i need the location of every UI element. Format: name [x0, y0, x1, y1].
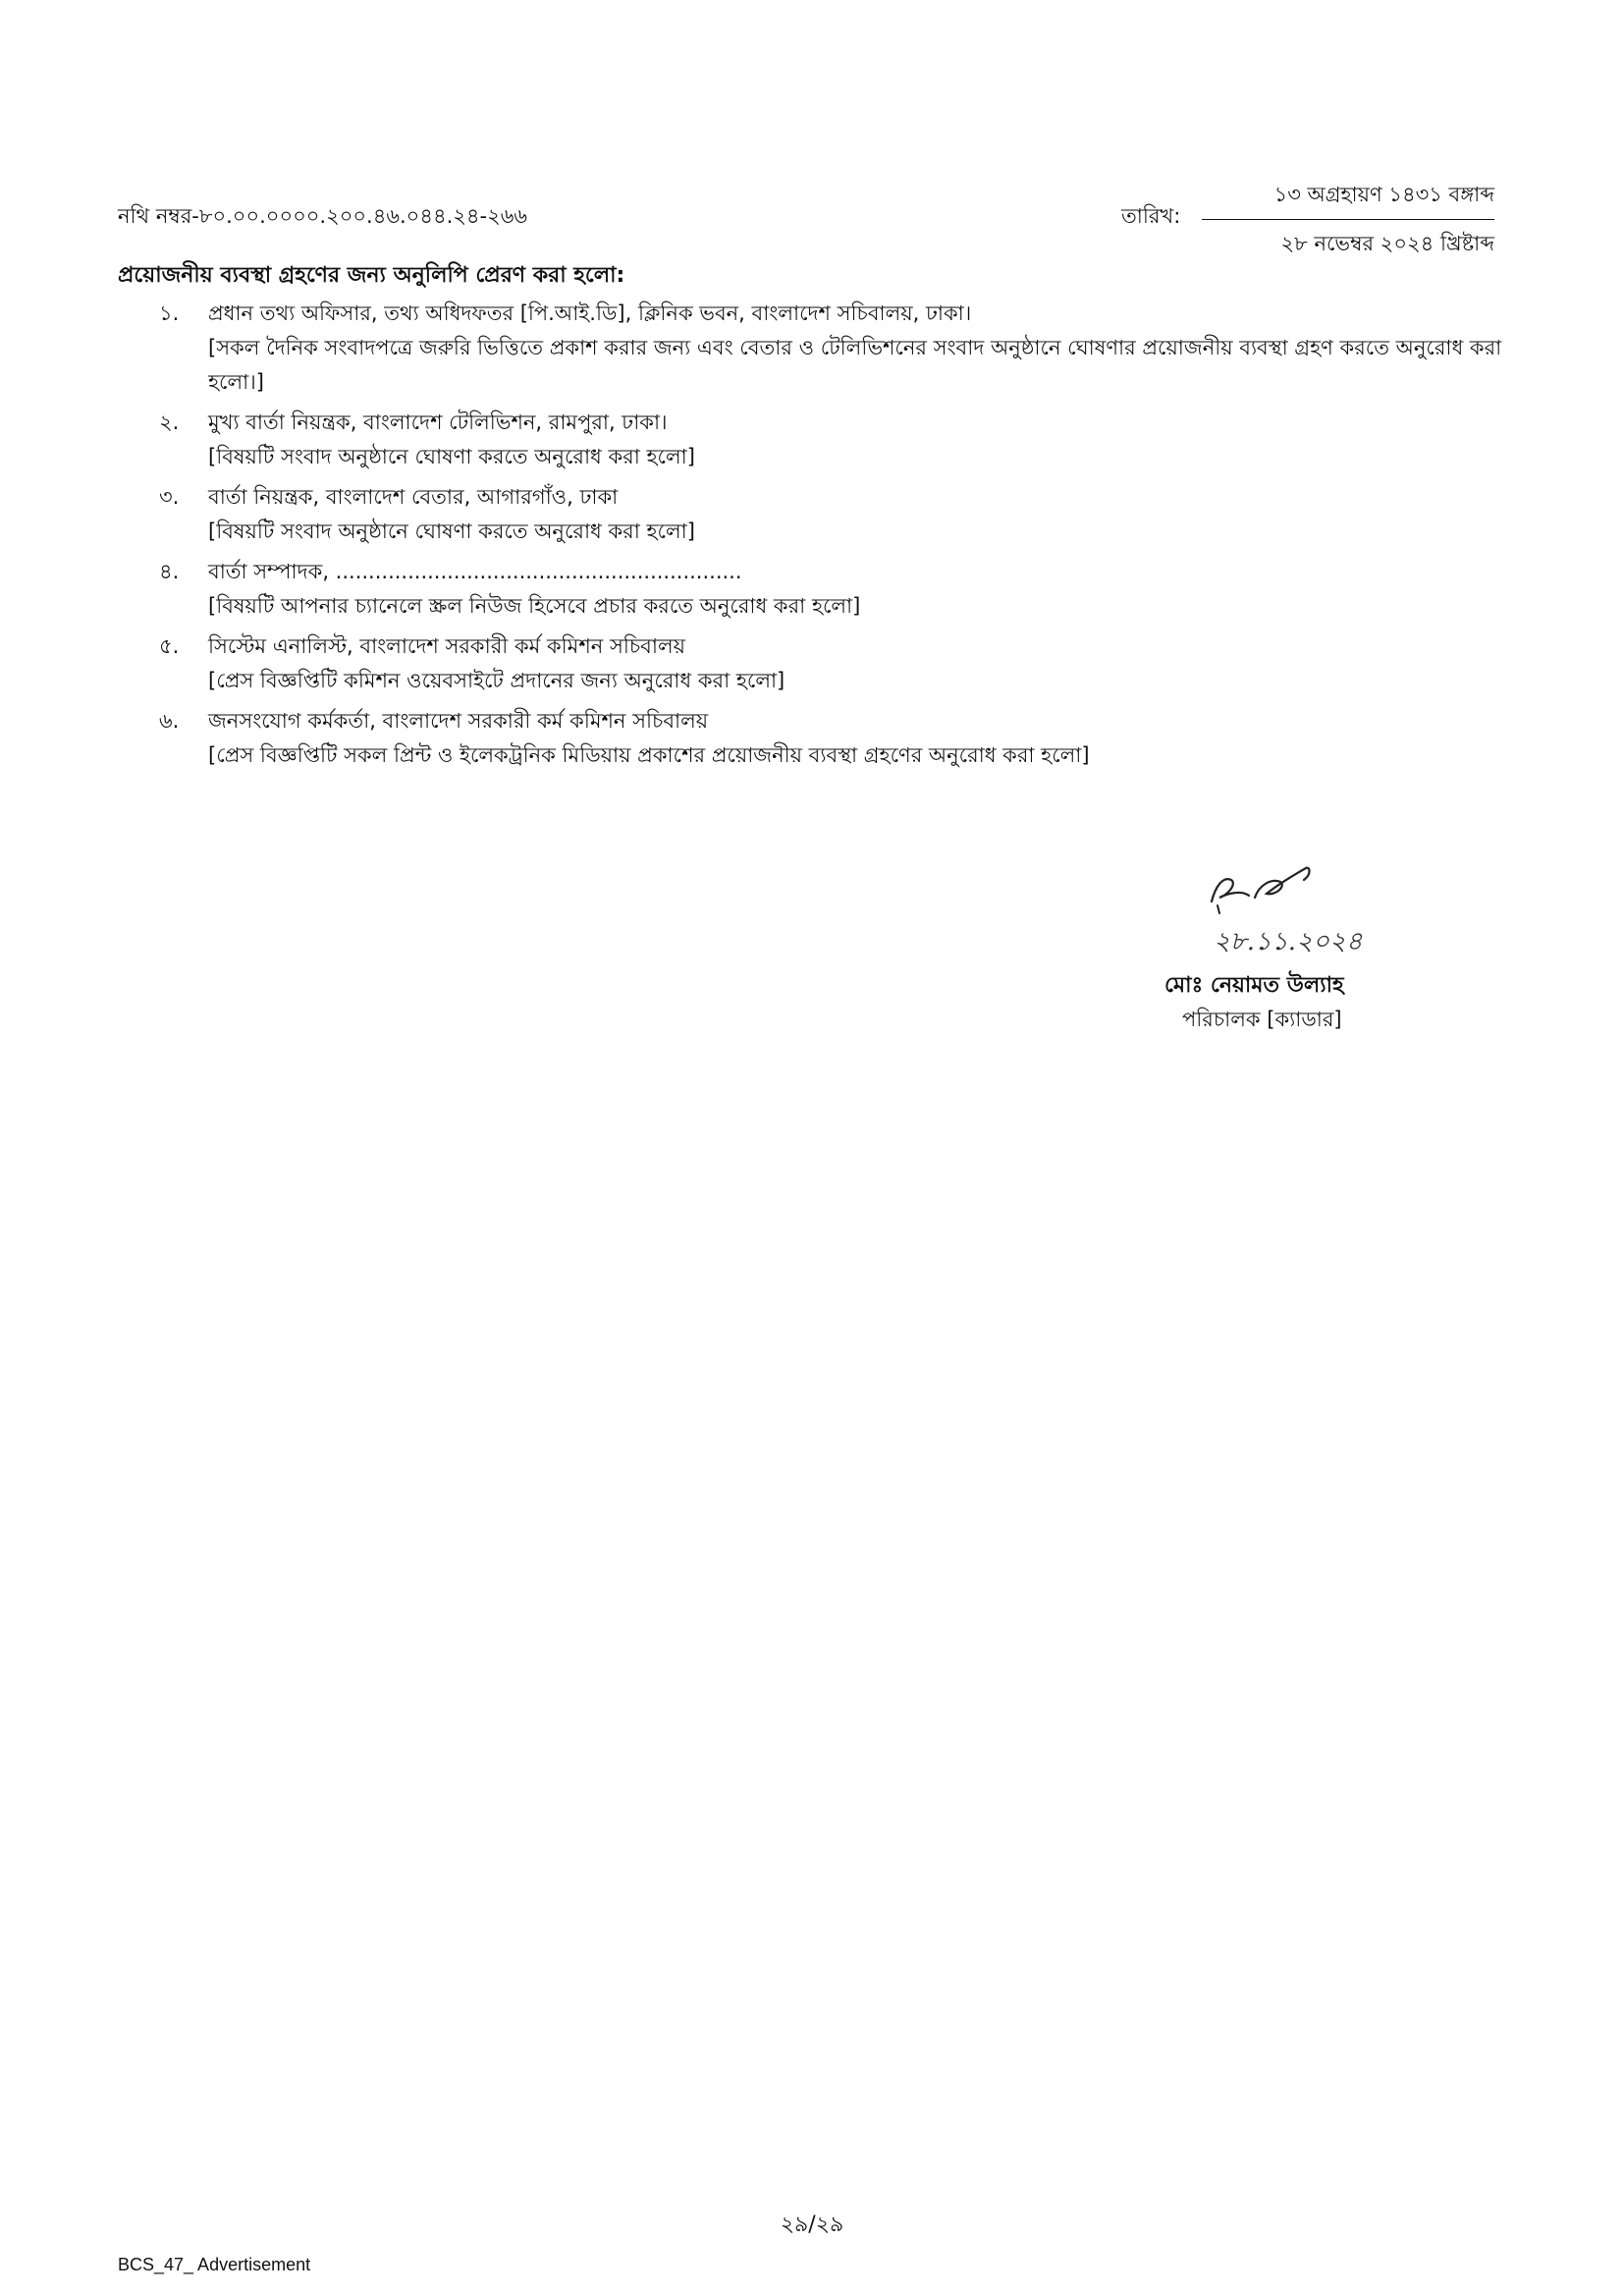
recipient-address: বার্তা সম্পাদক, ..............................................................: [208, 560, 742, 583]
date-bangla: ১৩ অগ্রহায়ণ ১৪৩১ বঙ্গাব্দ: [1202, 179, 1494, 220]
recipient-address: মুখ্য বার্তা নিয়ন্ত্রক, বাংলাদেশ টেলিভিশন, রামপুরা, ঢাকা।: [208, 410, 668, 434]
recipient-item: [118, 297, 1532, 400]
recipient-note: [বিষয়টি সংবাদ অনুষ্ঠানে ঘোষণা করতে অনুরোধ করা হলো]: [208, 519, 695, 543]
recipient-address: সিস্টেম এনালিস্ট, বাংলাদেশ সরকারী কর্ম কমিশন সচিবালয়: [208, 634, 685, 658]
recipient-note: [বিষয়টি আপনার চ্যানেলে স্ক্রল নিউজ হিসেবে প্রচার করতে অনুরোধ করা হলো]: [208, 594, 861, 618]
recipient-note: [প্রেস বিজ্ঞপ্তিটি কমিশন ওয়েবসাইটে প্রদানের জন্য অনুরোধ করা হলো]: [208, 669, 785, 692]
recipient-note: [সকল দৈনিক সংবাদপত্রে জরুরি ভিত্তিতে প্রকাশ করার জন্য এবং বেতার ও টেলিভিশনের সংবাদ অনুষ্ঠানে ঘোষণার প্রয়োজনীয় ব্যবস্থা গ্রহণ করতে অনুরোধ করা হলো।]: [208, 336, 1502, 394]
recipient-number: ৬.: [159, 709, 180, 733]
memo-number: নথি নম্বর-৮০.০০.০০০০.২০০.৪৬.০৪৪.২৪-২৬৬: [118, 204, 528, 228]
recipient-number: ২.: [159, 410, 180, 434]
signer-name: মোঃ নেয়ামত উল্যাহ: [1164, 973, 1344, 998]
handwritten-signature: [1198, 856, 1345, 917]
recipient-item: [118, 406, 1532, 474]
recipient-list: [118, 297, 1532, 779]
recipient-item: [118, 555, 1532, 624]
recipient-number: ১.: [159, 301, 180, 325]
cc-heading: প্রয়োজনীয় ব্যবস্থা গ্রহণের জন্য অনুলিপি প্রেরণ করা হলো:: [118, 263, 625, 288]
recipient-note: [বিষয়টি সংবাদ অনুষ্ঠানে ঘোষণা করতে অনুরোধ করা হলো]: [208, 445, 695, 468]
page-number: ২৯/২৯: [780, 2213, 844, 2237]
recipient-number: ৫.: [159, 634, 180, 658]
recipient-item: [118, 480, 1532, 549]
recipient-note: [প্রেস বিজ্ঞপ্তিটি সকল প্রিন্ট ও ইলেকট্রনিক মিডিয়ায় প্রকাশের প্রয়োজনীয় ব্যবস্থা গ্রহণের অনুরোধ করা হলো]: [208, 743, 1090, 767]
date-block: [1202, 179, 1494, 262]
recipient-address: প্রধান তথ্য অফিসার, তথ্য অধিদফতর [পি.আই.ডি], ক্লিনিক ভবন, বাংলাদেশ সচিবালয়, ঢাকা।: [208, 301, 972, 325]
recipient-address: বার্তা নিয়ন্ত্রক, বাংলাদেশ বেতার, আগারগাঁও, ঢাকা: [208, 485, 619, 509]
handwritten-date: ২৮.১১.২০২৪: [1214, 927, 1363, 957]
recipient-address: জনসংযোগ কর্মকর্তা, বাংলাদেশ সরকারী কর্ম কমিশন সচিবালয়: [208, 709, 709, 733]
footer-file-name: BCS_47_ Advertisement: [118, 2255, 311, 2274]
signer-title: পরিচালক [ক্যাডার]: [1182, 1008, 1342, 1031]
recipient-number: ৩.: [159, 485, 180, 509]
recipient-number: ৪.: [159, 560, 180, 583]
date-gregorian: ২৮ নভেম্বর ২০২৪ খ্রিষ্টাব্দ: [1280, 232, 1494, 255]
recipient-item: [118, 629, 1532, 698]
date-label: তারিখ:: [1121, 204, 1181, 228]
recipient-item: [118, 704, 1532, 773]
